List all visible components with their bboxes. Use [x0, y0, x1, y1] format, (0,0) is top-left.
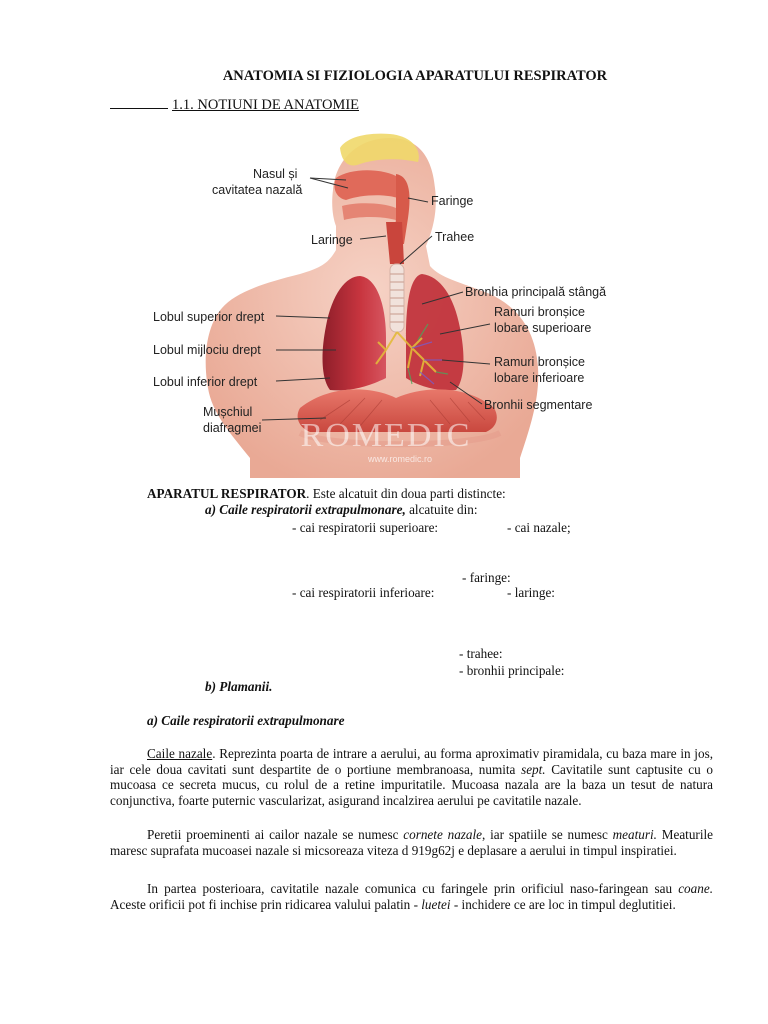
term-meaturi: meaturi.	[612, 827, 657, 842]
p1-text-b: Cavitatile sunt captusite cu o mucoasa ce secreta mucus, cu rolul de a retine impuritatile. Mucoasa nazala are la baza un tesut de natura conjunctiva, foarte puternic vascularizat, asigurand incalzirea aerului pe cavitatile nazale.	[110, 761, 713, 808]
term-cornete-nazale: cornete nazale	[403, 827, 483, 842]
bronchi-item: - bronhii principale:	[459, 663, 565, 678]
p3-text-a: In partea posterioara, cavitatile nazale comunica cu faringele prin orificiul naso-faringean sau	[147, 881, 679, 896]
term-coane: coane.	[678, 881, 713, 896]
paragraph-choanae	[110, 881, 713, 912]
label-right-lower-lobe: Lobul inferior drept	[153, 375, 258, 389]
label-upper-branches-line2: lobare superioare	[494, 321, 592, 335]
intro-lead: APARATUL RESPIRATOR	[147, 486, 307, 501]
label-upper-branches-line1: Ramuri bronșice	[494, 305, 586, 319]
label-trachea: Trahee	[435, 230, 475, 244]
label-nose-line1: Nasul și	[253, 167, 298, 181]
label-pharynx: Faringe	[431, 194, 474, 208]
label-larynx: Laringe	[311, 233, 353, 247]
part-b-label: b) Plamanii.	[205, 679, 273, 694]
intro-line	[147, 486, 506, 502]
term-caile-nazale: Caile nazale	[147, 746, 213, 761]
pharynx-item: - faringe:	[462, 570, 511, 585]
label-left-main-bronchus: Bronhia principală stângă	[465, 285, 607, 299]
subtitle-text: 1.1. NOTIUNI DE ANATOMIE	[172, 97, 360, 113]
trachea-item: - trahee:	[459, 646, 503, 661]
p1-text-a: . Reprezinta poarta de intrare a aerului, au forma aproximativ piramidala, cu baza mare in jos, iar cele doua cavitati sunt despartite de o portiune membranoasa, numita	[110, 746, 713, 777]
watermark-url: www.romedic.ro	[367, 454, 433, 464]
respiratory-system-illustration	[150, 128, 620, 478]
nasal-item: - cai nazale;	[507, 520, 571, 535]
paragraph-conchae	[110, 827, 713, 858]
label-nose-line2: cavitatea nazală	[212, 183, 303, 197]
lower-tract-item: - cai respiratorii inferioare:	[292, 585, 435, 600]
page-title: ANATOMIA SI FIZIOLOGIA APARATULUI RESPIRATOR	[222, 68, 608, 84]
section-heading: a) Caile respiratorii extrapulmonare	[147, 713, 345, 728]
label-lower-branches-line1: Ramuri bronșice	[494, 355, 586, 369]
label-right-upper-lobe: Lobul superior drept	[153, 310, 265, 324]
subtitle-leader-line	[110, 96, 168, 109]
label-diaphragm-line2: diafragmei	[203, 421, 262, 435]
nasal-cavity	[334, 170, 398, 200]
term-sept: sept.	[521, 761, 546, 777]
p2-text-c: Meaturile maresc suprafata mucoasei nazale si micsoreaza viteza d 919g62j e deplasare a aerului in timpul inspiratiei.	[110, 827, 714, 858]
upper-tract-item: - cai respiratorii superioare:	[292, 520, 439, 535]
part-a-line	[205, 502, 478, 518]
p3-text-b: Aceste orificii pot fi inchise prin ridicarea valului palatin -	[110, 896, 422, 912]
term-luetei: luetei	[421, 896, 451, 912]
label-diaphragm-line1: Mușchiul	[203, 405, 253, 419]
part-a-label: a) Caile respiratorii extrapulmonare,	[205, 502, 406, 517]
label-lower-branches-line2: lobare inferioare	[494, 371, 585, 385]
p2-text-b: , iar spatiile se numesc	[482, 827, 613, 842]
watermark-text: ROMEDIC	[300, 417, 472, 454]
paragraph-nasal-passages	[110, 746, 713, 808]
intro-rest: . Este alcatuit din doua parti distincte:	[306, 486, 506, 501]
label-right-middle-lobe: Lobul mijlociu drept	[153, 343, 261, 357]
p3-text-c: - inchidere ce are loc in timpul deglutitiei.	[450, 896, 676, 912]
part-a-rest: alcatuite din:	[405, 502, 478, 517]
section-subtitle	[110, 96, 359, 114]
label-segmental-bronchi: Bronhii segmentare	[484, 398, 593, 412]
p2-text-a: Peretii proeminenti ai cailor nazale se numesc	[147, 827, 404, 842]
larynx-item: - laringe:	[507, 585, 555, 600]
